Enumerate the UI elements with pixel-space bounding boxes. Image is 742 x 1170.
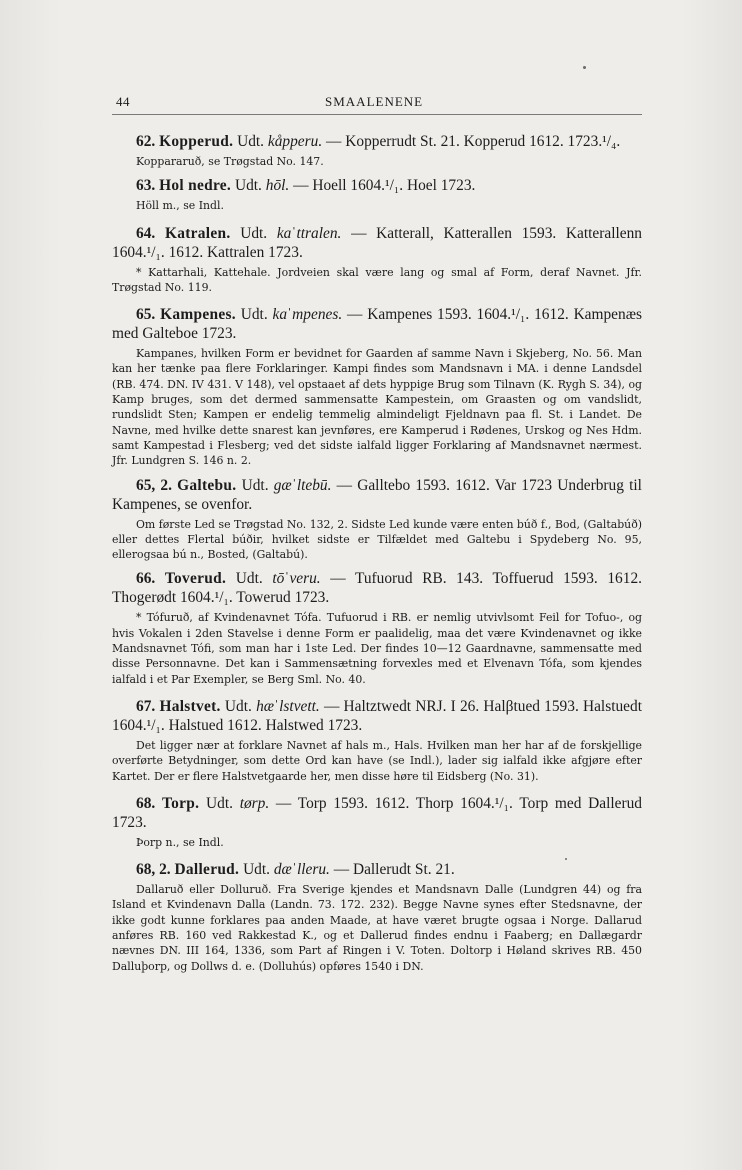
entry-forms: — Torp 1593. 1612. Thorp 1604.¹/₁. Torp med Dallerud 1723. — [112, 794, 642, 831]
farm-name: Halstvet. — [159, 697, 221, 715]
ink-speck — [583, 66, 586, 69]
pronunciation: dæˈlleru. — [273, 861, 330, 879]
entry-heading — [112, 476, 642, 514]
entry-heading — [112, 132, 642, 151]
udt-label: Udt. — [241, 476, 269, 494]
entry-heading — [112, 569, 642, 607]
farm-name: Kopperud. — [159, 133, 234, 150]
entry-forms: — Galltebo 1593. 1612. Var 1723 Underbrug til Kampenes, se ovenfor. — [112, 476, 642, 513]
udt-label: Udt. — [206, 794, 233, 812]
entry-heading — [112, 860, 642, 879]
udt-label: Udt. — [234, 177, 262, 195]
page-header — [112, 92, 642, 115]
page-number: 44 — [116, 94, 130, 109]
entry-forms: — Haltztwedt NRJ. I 26. Halβtued 1593. Halstuedt 1604.¹/₁. Halstued 1612. Halstwed 1723. — [112, 697, 642, 734]
entry-forms: — Tufuorud RB. 143. Toffuerud 1593. 1612. Thogerødt 1604.¹/₁. Towerud 1723. — [112, 570, 642, 607]
entry-number: 64. — [136, 224, 156, 242]
entry-heading — [112, 176, 642, 195]
pronunciation: gæˈltebū. — [273, 476, 332, 494]
entry-number: 68. — [136, 794, 156, 812]
entry-forms: — Kopperrudt St. 21. Kopperud 1612. 1723.¹/₄. — [322, 133, 621, 150]
farm-name: Dallerud. — [174, 861, 240, 879]
farm-name: Toverud. — [164, 570, 227, 588]
entry-note: Om første Led se Trøgstad No. 132, 2. Sidste Led kunde være enten búð f., Bod, (Galtabúð) eller dettes Flertal búðir, hvilket sidste er Tilfældet med Galtebu i Spydeberg No. 95, ellerogsaa bú n., Bosted, (Galtabú). — [112, 517, 642, 562]
farm-name: Katralen. — [164, 224, 231, 242]
pronunciation: kaˈttralen. — [276, 224, 342, 242]
farm-name: Torp. — [161, 794, 200, 812]
udt-label: Udt. — [224, 697, 252, 715]
entry-forms: — Kampenes 1593. 1604.¹/₁. 1612. Kampenæs med Galteboe 1723. — [112, 306, 642, 343]
pronunciation: tørp. — [239, 794, 270, 812]
entry-note: Dallaruð eller Dolluruð. Fra Sverige kjendes et Mandsnavn Dalle (Lundgren 44) og fra Island et Kvindenavn Dalla (Landn. 73. 172. 232). Begge Navne synes efter Stedsnavne, der ikke godt kunne forklares paa anden Maade, at have været brugte ogsaa i Norge. Dallarud anføres RB. 160 ved Rakkestad K., og et Dallerud findes endnu i Faaberg; en Dallægardr nævnes DN. III 164, 1336, som Part af Ringen i V. Toten. Doltorp i Høland skrives RB. 450 Dalluþorp, og Dollws d. e. (Dolluhús) opføres 1540 i DN. — [112, 883, 642, 973]
entry-number: 63. — [136, 177, 156, 195]
farm-name: Hol nedre. — [159, 177, 232, 195]
entry-number: 65. — [136, 306, 156, 324]
entry-number: 62. — [136, 133, 156, 150]
entry-note: Det ligger nær at forklare Navnet af hals m., Hals. Hvilken man her har af de forskjellige overførte Betydninger, som dette Ord kan have (se Indl.), lader sig ialfald ikke afgjøre efter Kartet. Der er flere Halstvetgaarde her, men disse høre til Eidsberg (No. 31). — [112, 738, 642, 783]
udt-label: Udt. — [240, 224, 268, 242]
pronunciation: tōˈveru. — [272, 570, 321, 588]
farm-name: Kampenes. — [160, 306, 236, 324]
entry-note: * Tófuruð, af Kvindenavnet Tófa. Tufuorud i RB. er nemlig utvivlsomt Feil for Tofuo-, og hvis Vokalen i 2den Stavelse i denne Form er paalidelig, maa det være Kvindenavnet og ikke Mandsnavnet Tófi, som man har i 1ste Led. Der findes 10—12 Gaardnavne, sammensatte med disse Personnavne. Det kan i Sammensætning forvexles med et Elvenavn Tófa, som kjendes ialfald i et Par Exempler, se Berg Sml. No. 40. — [112, 611, 642, 686]
entry-note: Höll m., se Indl. — [136, 199, 224, 213]
entry-number: 68, 2. — [136, 861, 171, 879]
entry-heading — [112, 697, 642, 735]
entry-number: 66. — [136, 570, 156, 588]
pronunciation: hōl. — [265, 177, 290, 195]
running-title: SMAALENENE — [325, 94, 424, 109]
farm-name: Galtebu. — [177, 476, 237, 494]
entry-heading — [112, 224, 642, 262]
article-body — [112, 132, 642, 974]
entry-forms: — Hoell 1604.¹/₁. Hoel 1723. — [289, 177, 476, 195]
entry-note: Þorp n., se Indl. — [136, 835, 224, 849]
pronunciation: kåpperu. — [267, 133, 323, 150]
entry-forms: — Dallerudt St. 21. — [329, 861, 455, 879]
entry-note: Koppararuð, se Trøgstad No. 147. — [136, 155, 324, 168]
pronunciation: kaˈmpenes. — [272, 306, 343, 324]
entry-heading — [112, 794, 642, 832]
udt-label: Udt. — [237, 133, 265, 150]
entry-number: 65, 2. — [136, 476, 172, 494]
udt-label: Udt. — [243, 861, 270, 879]
udt-label: Udt. — [240, 306, 268, 324]
entry-heading — [112, 305, 642, 343]
entry-note: * Kattarhali, Kattehale. Jordveien skal være lang og smal af Form, deraf Navnet. Jfr. Trøgstad No. 119. — [112, 265, 642, 294]
entry-note: Kampanes, hvilken Form er bevidnet for Gaarden af samme Navn i Skjeberg, No. 56. Man kan her tænke paa flere Forklaringer. Kampi findes som Mandsnavn i MA. i denne Landsdel (RB. 474. DN. IV 431. V 148), vel opstaaet af dets hyppige Brug som Tilnavn (K. Rygh S. 34), og Kamp bruges, som det dermed sammensatte Kampestein, om Graasten og om vandslidt, rundslidt Sten; Kampen er endelig temmelig almindeligt Fjeldnavn paa fl. St. i Landet. De Navne, med hvilke dette snarest kan jevnføres, ere Kamperud i Rødenes, Urskog og Nes Hdm. samt Kampestad i Flesberg; ved det sidste ialfald ligger Forklaring af Mandsnavnet nærmest. Jfr. Lundgren S. 146 n. 2. — [112, 347, 642, 468]
entry-forms: — Katterall, Katterallen 1593. Katterallenn 1604.¹/₁. 1612. Kattralen 1723. — [112, 224, 642, 261]
pronunciation: hæˈlstvett. — [256, 697, 320, 715]
udt-label: Udt. — [235, 570, 263, 588]
entry-number: 67. — [136, 697, 156, 715]
